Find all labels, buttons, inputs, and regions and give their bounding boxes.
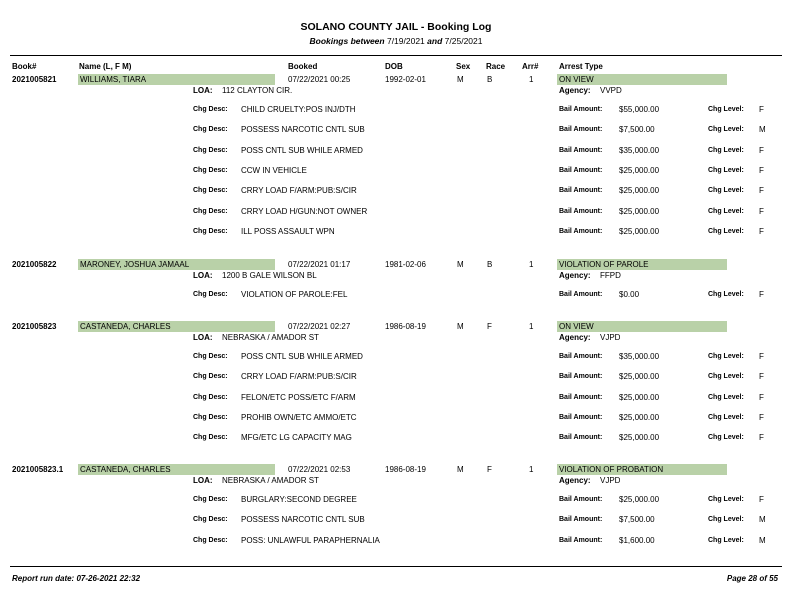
loa-label: LOA: (193, 476, 213, 485)
charge-description: BURGLARY:SECOND DEGREE (241, 495, 357, 504)
bail-amount: $25,000.00 (619, 433, 660, 442)
arrest-type: VIOLATION OF PROBATION (559, 465, 664, 474)
agency-label: Agency: (559, 86, 591, 95)
charge-level: M (759, 515, 766, 524)
agency-value: FFPD (600, 271, 621, 280)
booked-datetime: 07/22/2021 02:27 (288, 322, 351, 331)
bail-amount: $55,000.00 (619, 105, 660, 114)
col-header-name: Name (L, F M) (79, 62, 132, 71)
date-of-birth: 1981-02-06 (385, 260, 426, 269)
bail-amount-label: Bail Amount: (559, 167, 603, 174)
chg-level-label: Chg Level: (708, 373, 744, 380)
agency-value: VJPD (600, 333, 621, 342)
bail-amount-label: Bail Amount: (559, 373, 603, 380)
agency-label: Agency: (559, 271, 591, 280)
bail-amount: $25,000.00 (619, 413, 660, 422)
charge-description: CRRY LOAD H/GUN:NOT OWNER (241, 207, 368, 216)
bail-amount-label: Bail Amount: (559, 394, 603, 401)
chg-desc-label: Chg Desc: (193, 353, 228, 360)
chg-level-label: Chg Level: (708, 126, 744, 133)
chg-desc-label: Chg Desc: (193, 208, 228, 215)
chg-desc-label: Chg Desc: (193, 394, 228, 401)
date-to: 7/25/2021 (444, 36, 483, 46)
page-number: Page 28 of 55 (726, 574, 778, 583)
charge-description: POSS CNTL SUB WHILE ARMED (241, 352, 363, 361)
col-header-sex: Sex (456, 62, 471, 71)
chg-level-label: Chg Level: (708, 147, 744, 154)
bail-amount-label: Bail Amount: (559, 126, 603, 133)
bail-amount: $25,000.00 (619, 186, 660, 195)
charge-level: F (759, 290, 764, 299)
chg-desc-label: Chg Desc: (193, 167, 228, 174)
book-number: 2021005823.1 (12, 465, 64, 474)
inmate-name: MARONEY, JOSHUA JAMAAL (80, 260, 190, 269)
booked-datetime: 07/22/2021 02:53 (288, 465, 351, 474)
bail-amount-label: Bail Amount: (559, 414, 603, 421)
subtitle-prefix: Bookings between (309, 36, 385, 46)
loa-label: LOA: (193, 271, 213, 280)
charge-level: F (759, 146, 764, 155)
bail-amount: $35,000.00 (619, 352, 660, 361)
agency-label: Agency: (559, 476, 591, 485)
charge-level: F (759, 352, 764, 361)
charge-level: F (759, 207, 764, 216)
chg-desc-label: Chg Desc: (193, 126, 228, 133)
bail-amount-label: Bail Amount: (559, 106, 603, 113)
charge-level: F (759, 495, 764, 504)
date-of-birth: 1986-08-19 (385, 322, 426, 331)
col-header-arrest-type: Arrest Type (559, 62, 603, 71)
chg-level-label: Chg Level: (708, 394, 744, 401)
chg-level-label: Chg Level: (708, 516, 744, 523)
loa-value: 1200 B GALE WILSON BL (222, 271, 317, 280)
booking-record (0, 465, 792, 545)
arrest-type: ON VIEW (559, 322, 594, 331)
charge-description: POSS CNTL SUB WHILE ARMED (241, 146, 363, 155)
chg-level-label: Chg Level: (708, 353, 744, 360)
booked-datetime: 07/22/2021 00:25 (288, 75, 351, 84)
chg-level-label: Chg Level: (708, 187, 744, 194)
report-title: SOLANO COUNTY JAIL - Booking Log (300, 21, 492, 33)
inmate-name: CASTANEDA, CHARLES (80, 465, 171, 474)
race: F (487, 465, 492, 474)
charge-description: CRRY LOAD F/ARM:PUB:S/CIR (241, 186, 357, 195)
charge-description: CCW IN VEHICLE (241, 166, 307, 175)
sex: M (457, 260, 464, 269)
bail-amount-label: Bail Amount: (559, 537, 603, 544)
charge-description: POSS: UNLAWFUL PARAPHERNALIA (241, 536, 380, 545)
charge-description: PROHIB OWN/ETC AMMO/ETC (241, 413, 357, 422)
date-of-birth: 1986-08-19 (385, 465, 426, 474)
chg-desc-label: Chg Desc: (193, 291, 228, 298)
bail-amount: $25,000.00 (619, 393, 660, 402)
chg-desc-label: Chg Desc: (193, 537, 228, 544)
chg-desc-label: Chg Desc: (193, 187, 228, 194)
charge-description: ILL POSS ASSAULT WPN (241, 227, 335, 236)
charge-description: CRRY LOAD F/ARM:PUB:S/CIR (241, 372, 357, 381)
chg-level-label: Chg Level: (708, 291, 744, 298)
charge-level: F (759, 372, 764, 381)
book-number: 2021005823 (12, 322, 57, 331)
footer-rule (10, 566, 782, 567)
loa-value: NEBRASKA / AMADOR ST (222, 476, 319, 485)
charge-level: M (759, 536, 766, 545)
race: B (487, 260, 493, 269)
bail-amount: $25,000.00 (619, 207, 660, 216)
date-from: 7/19/2021 (386, 36, 425, 46)
charge-level: F (759, 393, 764, 402)
bail-amount: $35,000.00 (619, 146, 660, 155)
charge-description: FELON/ETC POSS/ETC F/ARM (241, 393, 356, 402)
header-top-rule (10, 55, 782, 56)
loa-value: 112 CLAYTON CIR. (222, 86, 293, 95)
charge-description: POSSESS NARCOTIC CNTL SUB (241, 125, 365, 134)
col-header-dob: DOB (385, 62, 403, 71)
booked-datetime: 07/22/2021 01:17 (288, 260, 351, 269)
charge-description: CHILD CRUELTY:POS INJ/DTH (241, 105, 356, 114)
report-subtitle (0, 36, 792, 46)
chg-level-label: Chg Level: (708, 537, 744, 544)
bail-amount-label: Bail Amount: (559, 228, 603, 235)
chg-level-label: Chg Level: (708, 106, 744, 113)
col-header-arr: Arr# (522, 62, 539, 71)
agency-value: VVPD (600, 86, 622, 95)
chg-level-label: Chg Level: (708, 167, 744, 174)
bail-amount: $7,500.00 (619, 515, 655, 524)
arrest-number: 1 (529, 465, 534, 474)
loa-label: LOA: (193, 86, 213, 95)
booking-record (0, 322, 792, 442)
col-header-race: Race (486, 62, 506, 71)
sex: M (457, 75, 464, 84)
chg-level-label: Chg Level: (708, 496, 744, 503)
charge-description: POSSESS NARCOTIC CNTL SUB (241, 515, 365, 524)
chg-desc-label: Chg Desc: (193, 147, 228, 154)
chg-level-label: Chg Level: (708, 434, 744, 441)
chg-desc-label: Chg Desc: (193, 496, 228, 503)
inmate-name: WILLIAMS, TIARA (80, 75, 147, 84)
bail-amount-label: Bail Amount: (559, 516, 603, 523)
bail-amount-label: Bail Amount: (559, 434, 603, 441)
bail-amount: $7,500.00 (619, 125, 655, 134)
bail-amount-label: Bail Amount: (559, 496, 603, 503)
arrest-type: ON VIEW (559, 75, 594, 84)
charge-level: F (759, 433, 764, 442)
col-header-booked: Booked (288, 62, 318, 71)
charge-level: M (759, 125, 766, 134)
bail-amount: $25,000.00 (619, 372, 660, 381)
bail-amount: $25,000.00 (619, 495, 660, 504)
sex: M (457, 322, 464, 331)
sex: M (457, 465, 464, 474)
arrest-type: VIOLATION OF PAROLE (559, 260, 649, 269)
chg-desc-label: Chg Desc: (193, 373, 228, 380)
chg-desc-label: Chg Desc: (193, 414, 228, 421)
chg-level-label: Chg Level: (708, 414, 744, 421)
subtitle-and: and (427, 36, 443, 46)
arrest-number: 1 (529, 75, 534, 84)
chg-desc-label: Chg Desc: (193, 434, 228, 441)
chg-level-label: Chg Level: (708, 228, 744, 235)
loa-label: LOA: (193, 333, 213, 342)
charge-level: F (759, 186, 764, 195)
chg-desc-label: Chg Desc: (193, 228, 228, 235)
charge-description: MFG/ETC LG CAPACITY MAG (241, 433, 352, 442)
col-header-book: Book# (12, 62, 37, 71)
report-run-date: Report run date: 07-26-2021 22:32 (12, 574, 141, 583)
booking-record (0, 260, 792, 299)
chg-desc-label: Chg Desc: (193, 106, 228, 113)
date-of-birth: 1992-02-01 (385, 75, 426, 84)
charge-level: F (759, 227, 764, 236)
bail-amount-label: Bail Amount: (559, 187, 603, 194)
bail-amount-label: Bail Amount: (559, 291, 603, 298)
charge-description: VIOLATION OF PAROLE:FEL (241, 290, 348, 299)
arrest-number: 1 (529, 322, 534, 331)
book-number: 2021005821 (12, 75, 57, 84)
chg-desc-label: Chg Desc: (193, 516, 228, 523)
bail-amount: $25,000.00 (619, 166, 660, 175)
bail-amount: $25,000.00 (619, 227, 660, 236)
charge-level: F (759, 166, 764, 175)
inmate-name: CASTANEDA, CHARLES (80, 322, 171, 331)
book-number: 2021005822 (12, 260, 57, 269)
race: B (487, 75, 493, 84)
race: F (487, 322, 492, 331)
charge-level: F (759, 105, 764, 114)
bail-amount: $0.00 (619, 290, 640, 299)
agency-label: Agency: (559, 333, 591, 342)
chg-level-label: Chg Level: (708, 208, 744, 215)
bail-amount-label: Bail Amount: (559, 353, 603, 360)
charge-level: F (759, 413, 764, 422)
bail-amount: $1,600.00 (619, 536, 655, 545)
arrest-number: 1 (529, 260, 534, 269)
agency-value: VJPD (600, 476, 621, 485)
bail-amount-label: Bail Amount: (559, 208, 603, 215)
loa-value: NEBRASKA / AMADOR ST (222, 333, 319, 342)
booking-record (0, 75, 792, 236)
bail-amount-label: Bail Amount: (559, 147, 603, 154)
